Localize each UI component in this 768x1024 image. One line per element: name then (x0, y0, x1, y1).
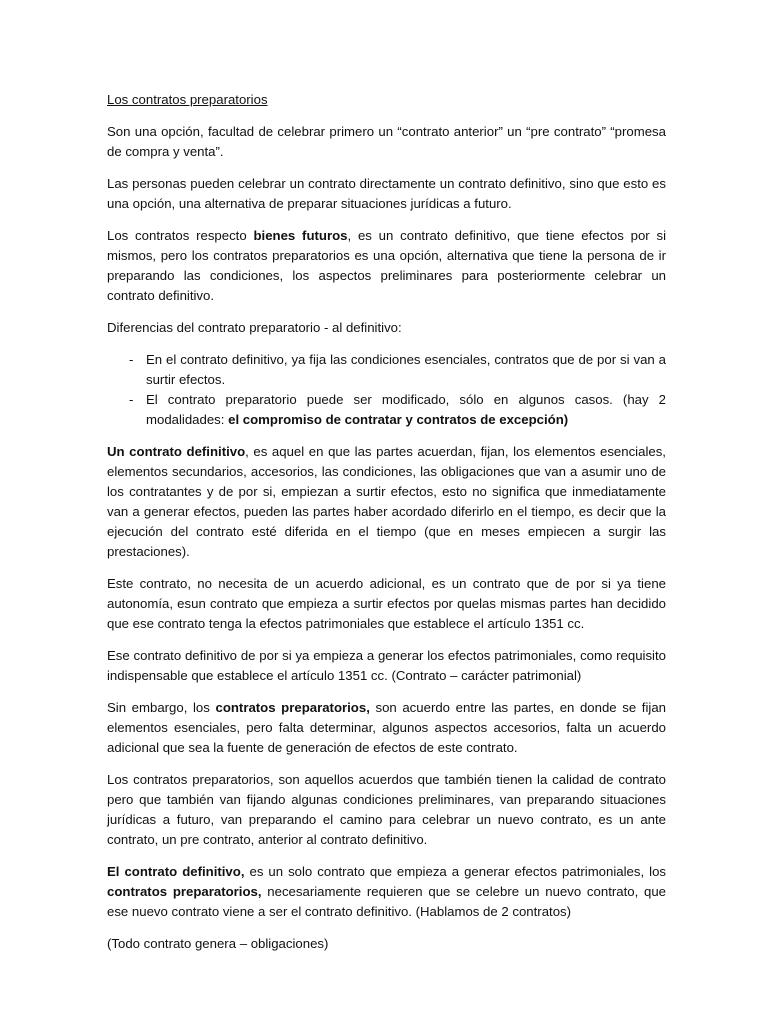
paragraph-4-bold: Un contrato definitivo (107, 444, 246, 459)
list-item (107, 350, 666, 390)
paragraph-9-bold-2: contratos preparatorios, (107, 884, 262, 899)
diferencias-list (107, 350, 666, 430)
paragraph-9-text-a: es un solo contrato que empieza a generar efectos patrimoniales, los (244, 864, 666, 879)
paragraph-4 (107, 442, 666, 562)
paragraph-2: Las personas pueden celebrar un contrato directamente un contrato definitivo, sino que esto es una opción, una alternativa de preparar situaciones jurídicas a futuro. (107, 176, 666, 211)
document-title: Los contratos preparatorios (107, 92, 268, 107)
list-dash: - (129, 392, 134, 407)
paragraph-10: (Todo contrato genera – obligaciones) (107, 936, 329, 951)
list-item-1-text: En el contrato definitivo, ya fija las condiciones esenciales, contratos que de por si van a surtir efectos. (146, 352, 666, 387)
paragraph-9-text-b: necesariamente requieren que se celebre un nuevo contrato, que ese nuevo contrato viene a ser el contrato definitivo. (Hablamos de 2 contratos) (107, 884, 666, 919)
list-item-2-text: El contrato preparatorio puede ser modificado, sólo en algunos casos. (hay 2 modalidades: (146, 392, 666, 427)
paragraph-6: Ese contrato definitivo de por si ya empieza a generar los efectos patrimoniales, como requisito indispensable que establece el artículo 1351 cc. (Contrato – carácter patrimonial) (107, 648, 666, 683)
paragraph-7-bold: contratos preparatorios, (215, 700, 370, 715)
paragraph-5: Este contrato, no necesita de un acuerdo adicional, es un contrato que de por si ya tiene autonomía, esun contrato que empieza a surtir efectos por quelas mismas partes han decidido que ese contrato tenga la efectos patrimoniales que establece el artículo 1351 cc. (107, 576, 666, 631)
paragraph-3-bold: bienes futuros (253, 228, 348, 243)
paragraph-9 (107, 862, 666, 922)
list-dash: - (129, 352, 134, 367)
paragraph-7 (107, 698, 666, 758)
paragraph-9-bold-1: El contrato definitivo, (107, 864, 245, 879)
list-item-2-bold: el compromiso de contratar y contratos de excepción) (228, 412, 569, 427)
paragraph-8: Los contratos preparatorios, son aquellos acuerdos que también tienen la calidad de contrato pero que también van fijando algunas condiciones preliminares, van preparando situaciones jurídicas a futuro, van preparando el camino para celebrar un nuevo contrato, es un ante contrato, un pre contrato, anterior al contrato definitivo. (107, 772, 666, 847)
paragraph-3 (107, 226, 666, 306)
paragraph-3-text-a: Los contratos respecto (107, 228, 254, 243)
paragraph-4-text: , es aquel en que las partes acuerdan, fijan, los elementos esenciales, elementos secundarios, accesorios, las condiciones, las obligaciones que van a asumir uno de los contratantes y de por si, empiezan a surtir efectos, esto no significa que inmediatamente van a generar efectos, pueden las partes haber acordado diferirlo en el tiempo, es decir que la ejecución del contrato esté diferida en el tiempo (que en meses empiecen a surgir las prestaciones). (107, 444, 666, 559)
paragraph-3-text-b: , es un contrato definitivo, que tiene efectos por si mismos, pero los contratos preparatorios es una opción, alternativa que tiene la persona de ir preparando las condiciones, los aspectos preliminares para posteriormente celebrar un contrato definitivo. (107, 228, 666, 303)
diferencias-heading: Diferencias del contrato preparatorio - al definitivo: (107, 320, 402, 335)
list-item (107, 390, 666, 430)
paragraph-1: Son una opción, facultad de celebrar primero un “contrato anterior” un “pre contrato” “promesa de compra y venta”. (107, 124, 666, 159)
paragraph-7-text-b: son acuerdo entre las partes, en donde se fijan elementos esenciales, pero falta determinar, algunos aspectos accesorios, falta un acuerdo adicional que sea la fuente de generación de efectos de este contrato. (107, 700, 666, 755)
paragraph-7-text-a: Sin embargo, los (107, 700, 216, 715)
